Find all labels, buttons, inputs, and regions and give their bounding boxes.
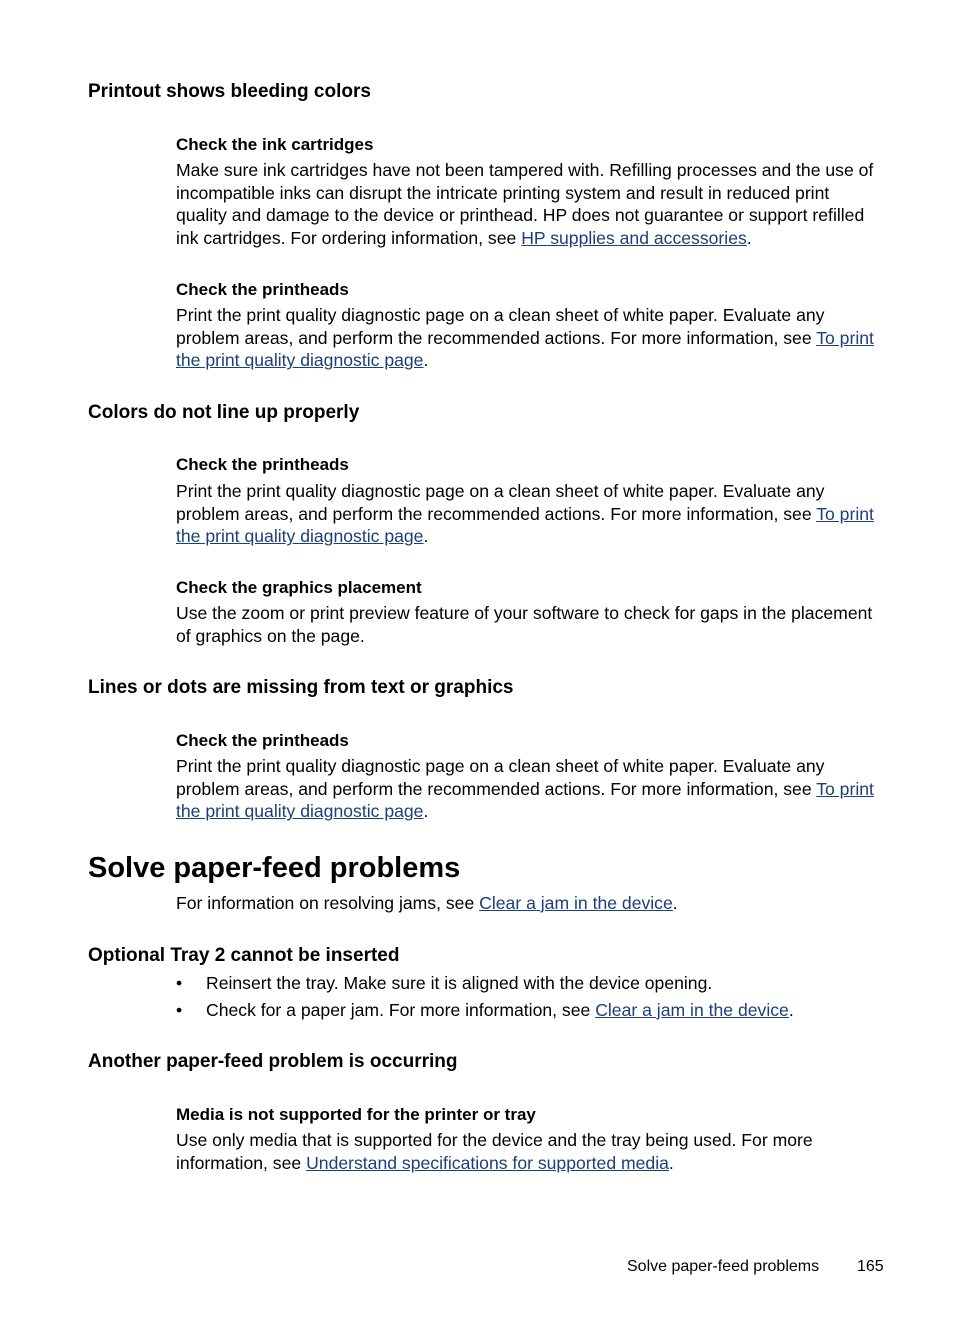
- bullet-reinsert-tray: Reinsert the tray. Make sure it is aligned with the device opening.: [206, 973, 713, 993]
- heading-another-paper-feed: Another paper-feed problem is occurring: [88, 1051, 458, 1072]
- link-print-quality-diagnostic-1[interactable]: To print the print quality diagnostic page: [176, 327, 874, 371]
- paragraph-text: Print the print quality diagnostic page on a clean sheet of white paper. Evaluate any problem areas, and perform the recommended actions. For more information, see: [176, 305, 825, 348]
- paragraph-printheads-3: [176, 755, 878, 823]
- heading-tray2: Optional Tray 2 cannot be inserted: [88, 945, 400, 966]
- link-clear-jam-2[interactable]: Clear a jam in the device: [595, 1000, 789, 1020]
- paragraph-period: .: [672, 893, 678, 913]
- paragraph-text: Print the print quality diagnostic page on a clean sheet of white paper. Evaluate any problem areas, and perform the recommended actions. For more information, see: [176, 481, 825, 524]
- link-clear-jam-1[interactable]: Clear a jam in the device: [479, 893, 673, 913]
- heading-colors-line-up: Colors do not line up properly: [88, 402, 360, 423]
- bullet-marker-1: •: [176, 973, 183, 993]
- paragraph-printheads-1: [176, 304, 878, 372]
- paragraph-text: Print the print quality diagnostic page on a clean sheet of white paper. Evaluate any problem areas, and perform the recommended actions. For more information, see: [176, 756, 825, 799]
- subheading-media-not-supported: Media is not supported for the printer or tray: [176, 1105, 536, 1124]
- subheading-check-printheads-2: Check the printheads: [176, 455, 349, 474]
- paragraph-text: For information on resolving jams, see: [176, 893, 480, 913]
- subheading-check-graphics-placement: Check the graphics placement: [176, 578, 422, 597]
- paragraph-period: .: [423, 350, 429, 371]
- bullet-check-paper-jam: [206, 999, 794, 1021]
- bullet-period: .: [788, 1000, 794, 1020]
- footer-page-number: 165: [857, 1258, 884, 1275]
- paragraph-printheads-2: [176, 480, 878, 548]
- bullet-marker-2: •: [176, 1000, 183, 1020]
- subheading-check-printheads-1: Check the printheads: [176, 280, 349, 299]
- heading-lines-dots-missing: Lines or dots are missing from text or graphics: [88, 677, 514, 698]
- subheading-check-ink-cartridges: Check the ink cartridges: [176, 135, 374, 154]
- paragraph-text: Use only media that is supported for the device and the tray being used. For more information, see: [176, 1130, 813, 1173]
- paragraph-period: .: [668, 1152, 674, 1173]
- paragraph-period: .: [746, 227, 752, 248]
- paragraph-media-supported: [176, 1129, 878, 1174]
- footer-section-title: Solve paper-feed problems: [627, 1258, 820, 1275]
- link-print-quality-diagnostic-2[interactable]: To print the print quality diagnostic page: [176, 503, 874, 547]
- link-media-specifications[interactable]: Understand specifications for supported media: [306, 1152, 669, 1173]
- bullet-text: Check for a paper jam. For more information, see: [206, 1000, 596, 1020]
- paragraph-period: .: [423, 801, 429, 822]
- paragraph-period: .: [423, 526, 429, 547]
- paragraph-text: Make sure ink cartridges have not been tampered with. Refilling processes and the use of incompatible inks can disrupt the intricate printing system and result in reduced print quality and damage to the device or printhead. HP does not guarantee or support refilled ink cartridges. For ordering information, see: [176, 160, 874, 248]
- paragraph-graphics-placement: Use the zoom or print preview feature of your software to check for gaps in the placement of graphics on the page.: [176, 603, 873, 646]
- title-solve-paper-feed: Solve paper-feed problems: [88, 852, 461, 884]
- paragraph-jams-intro: [176, 892, 878, 915]
- subheading-check-printheads-3: Check the printheads: [176, 731, 349, 750]
- link-print-quality-diagnostic-3[interactable]: To print the print quality diagnostic page: [176, 778, 874, 822]
- heading-bleeding-colors: Printout shows bleeding colors: [88, 81, 371, 102]
- paragraph-ink-cartridges: [176, 159, 878, 249]
- link-hp-supplies[interactable]: HP supplies and accessories: [521, 227, 747, 248]
